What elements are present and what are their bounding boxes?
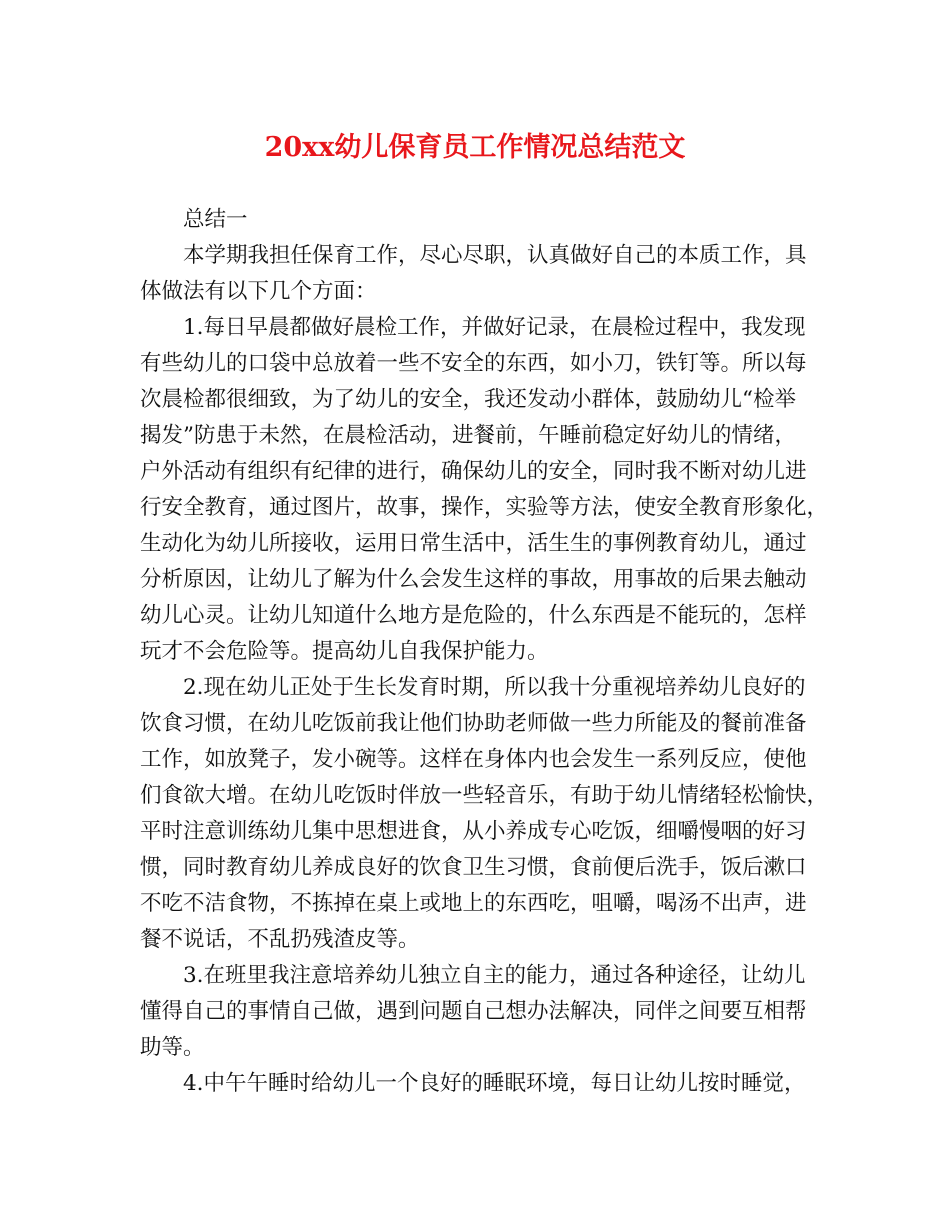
- paragraph-line: 饮食习惯，在幼儿吃饭前我让他们协助老师做一些力所能及的餐前准备: [140, 711, 807, 736]
- paragraph-line: 们食欲大增。在幼儿吃饭时伴放一些轻音乐，有助于幼儿情绪轻松愉快，: [140, 783, 829, 808]
- paragraph-line: 体做法有以下几个方面：: [140, 279, 377, 304]
- paragraph-line: 幼儿心灵。让幼儿知道什么地方是危险的，什么东西是不能玩的，怎样: [140, 603, 807, 628]
- section-heading: 总结一: [183, 207, 248, 232]
- paragraph-line: 次晨检都很细致，为了幼儿的安全，我还发动小群体，鼓励幼儿“检举: [140, 387, 796, 412]
- paragraph-line: 2.现在幼儿正处于生长发育时期，所以我十分重视培养幼儿良好的: [183, 675, 806, 700]
- paragraph-line: 3.在班里我注意培养幼儿独立自主的能力，通过各种途径，让幼儿: [183, 963, 806, 988]
- document-title: 20xx幼儿保育员工作情况总结范文: [264, 132, 686, 163]
- paragraph-line: 揭发”防患于未然，在晨检活动，进餐前，午睡前稳定好幼儿的情绪，: [140, 423, 796, 448]
- paragraph-line: 玩才不会危险等。提高幼儿自我保护能力。: [140, 639, 549, 664]
- paragraph-line: 分析原因，让幼儿了解为什么会发生这样的事故，用事故的后果去触动: [140, 567, 807, 592]
- paragraph-line: 助等。: [140, 1035, 205, 1060]
- paragraph-line: 4.中午午睡时给幼儿一个良好的睡眠环境，每日让幼儿按时睡觉，: [183, 1071, 806, 1096]
- paragraph-line: 平时注意训练幼儿集中思想进食，从小养成专心吃饭，细嚼慢咽的好习: [140, 819, 807, 844]
- paragraph-line: 懂得自己的事情自己做，遇到问题自己想办法解决，同伴之间要互相帮: [140, 999, 807, 1024]
- paragraph-line: 本学期我担任保育工作，尽心尽职，认真做好自己的本质工作，具: [183, 243, 807, 268]
- paragraph-line: 行安全教育，通过图片，故事，操作，实验等方法，使安全教育形象化，: [140, 495, 829, 520]
- paragraph-line: 工作，如放凳子，发小碗等。这样在身体内也会发生一系列反应，使他: [140, 747, 807, 772]
- paragraph-line: 不吃不洁食物，不拣掉在桌上或地上的东西吃，咀嚼，喝汤不出声，进: [140, 891, 807, 916]
- paragraph-line: 户外活动有组织有纪律的进行，确保幼儿的安全，同时我不断对幼儿进: [140, 459, 807, 484]
- paragraph-line: 餐不说话，不乱扔残渣皮等。: [140, 927, 420, 952]
- paragraph-line: 1.每日早晨都做好晨检工作，并做好记录，在晨检过程中，我发现: [183, 315, 806, 340]
- paragraph-line: 惯，同时教育幼儿养成良好的饮食卫生习惯，食前便后洗手，饭后漱口: [140, 855, 807, 880]
- paragraph-line: 生动化为幼儿所接收，运用日常生活中，活生生的事例教育幼儿，通过: [140, 531, 807, 556]
- paragraph-line: 有些幼儿的口袋中总放着一些不安全的东西，如小刀，铁钉等。所以每: [140, 351, 807, 376]
